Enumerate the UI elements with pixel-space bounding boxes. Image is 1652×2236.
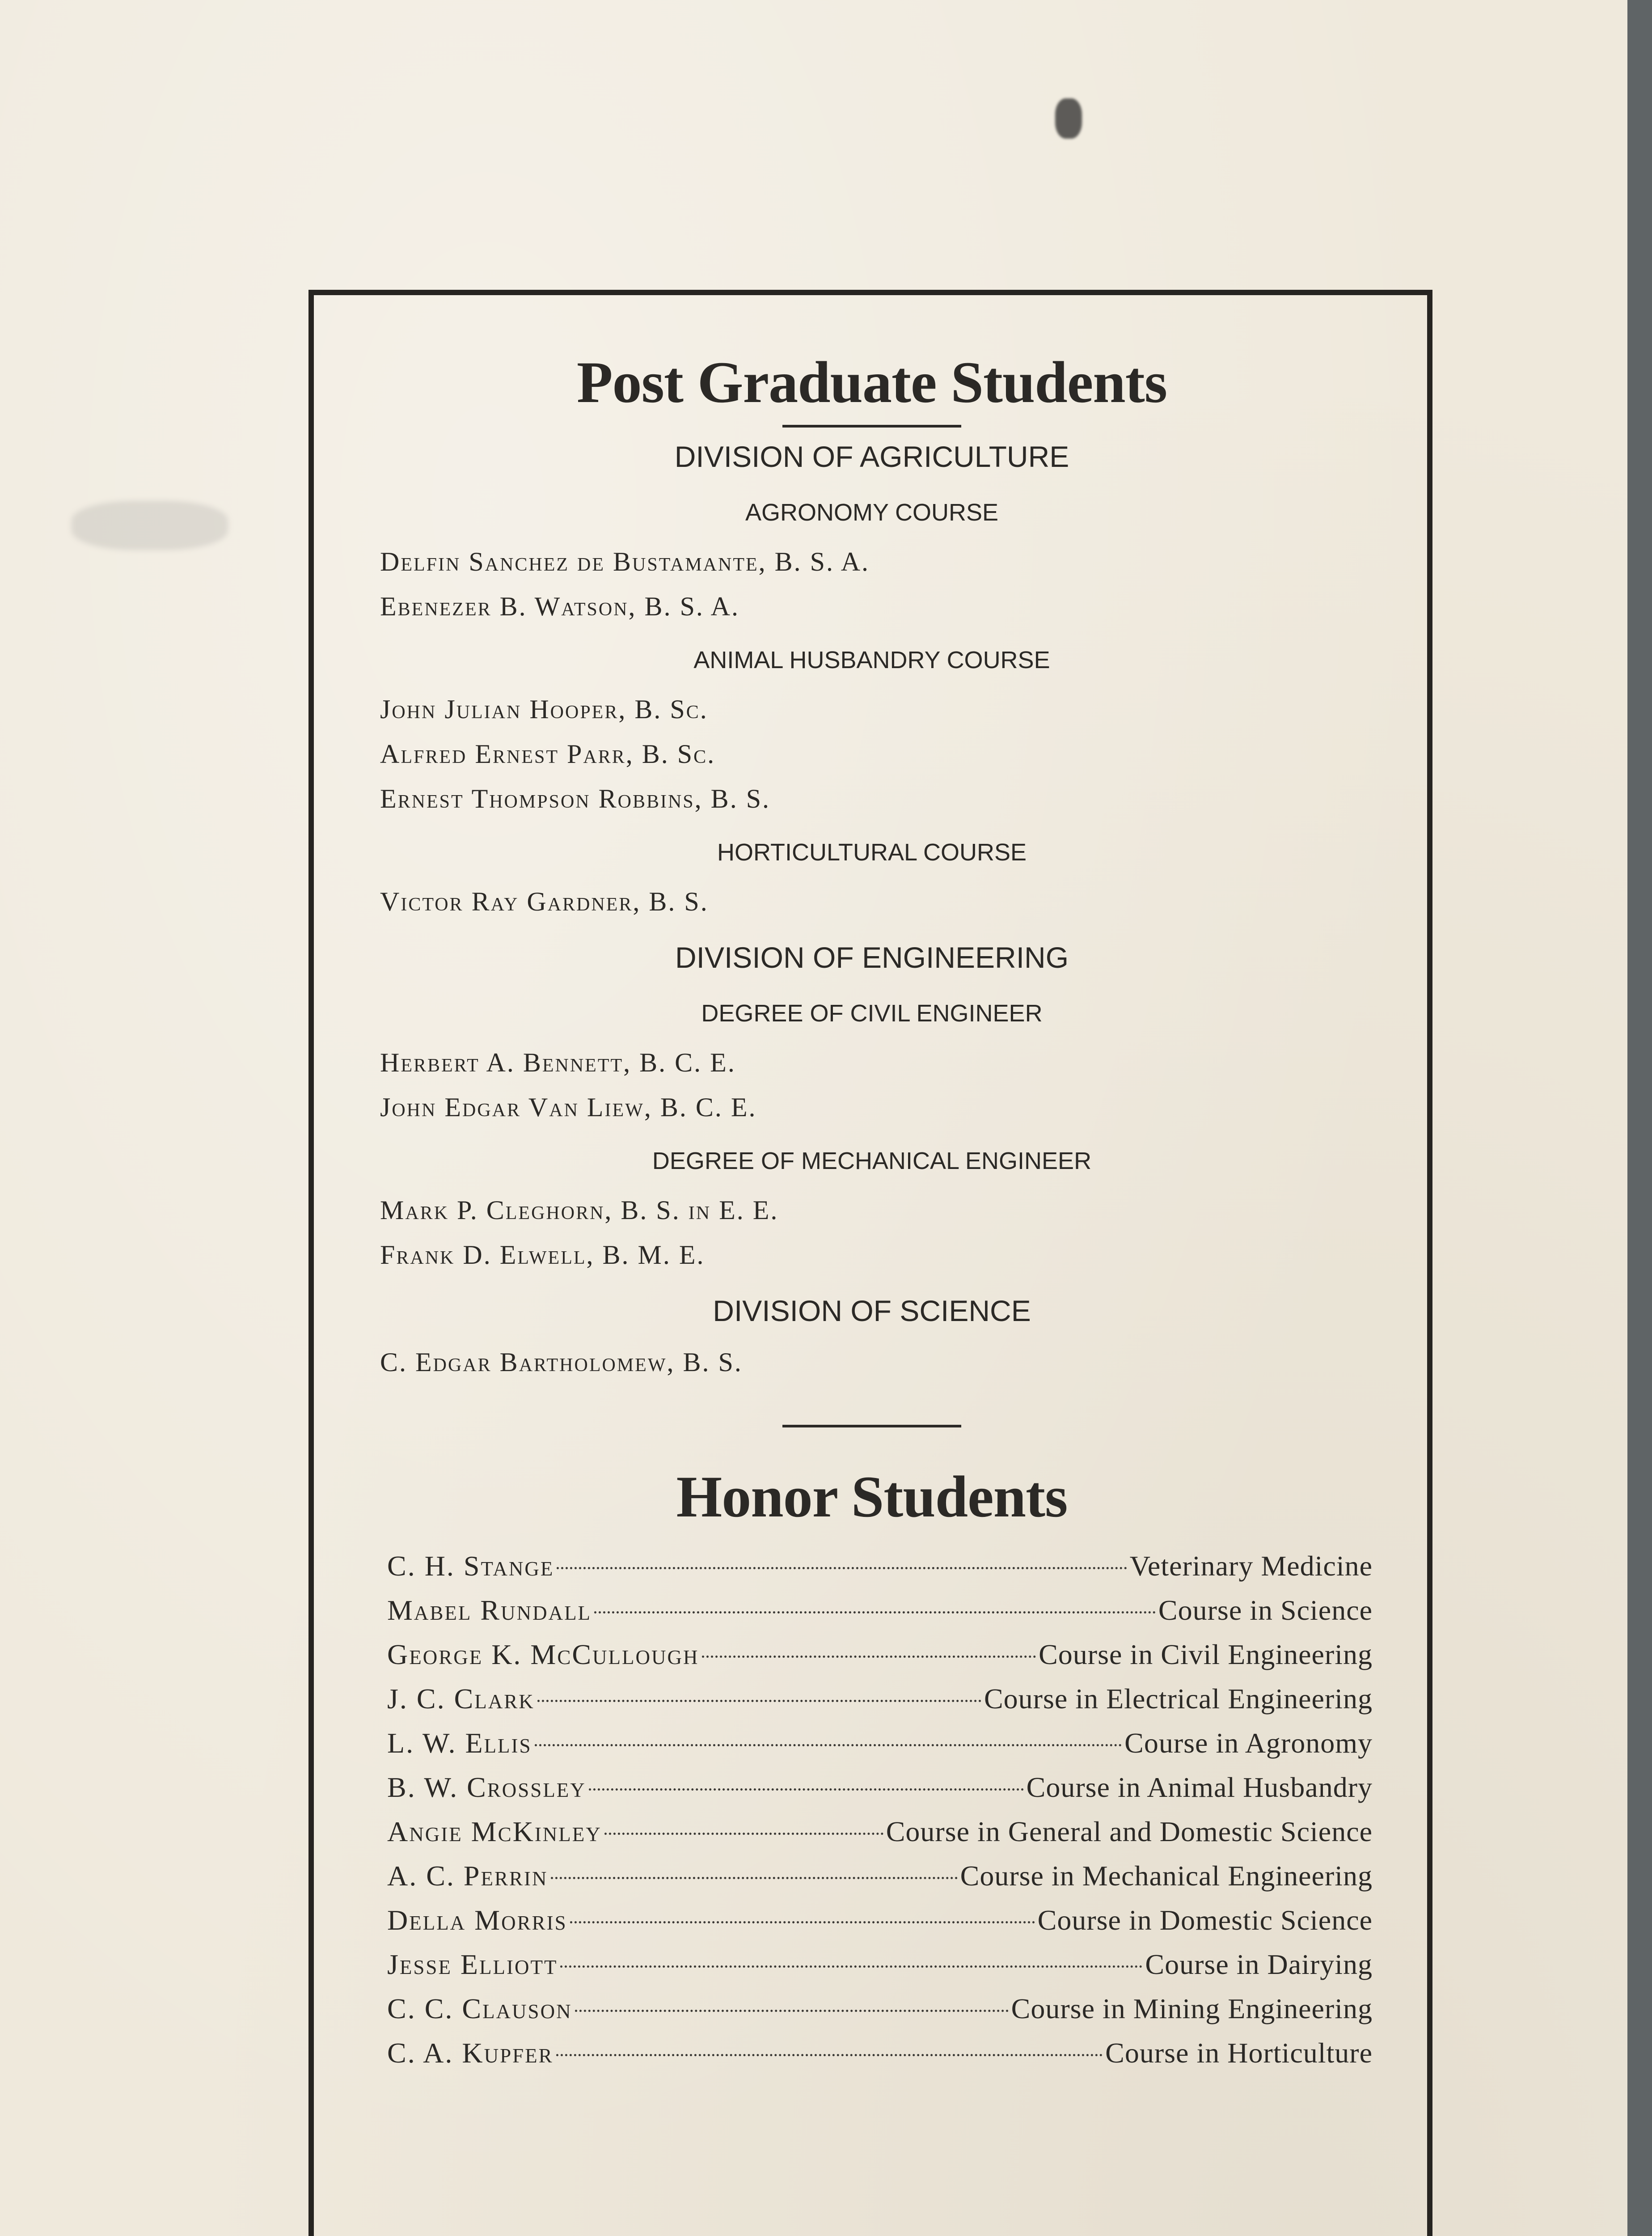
honor-student-course: Veterinary Medicine [1129,1550,1373,1582]
honor-row [371,1809,1373,1854]
student-name: Victor Ray Gardner, B. S. [380,887,709,916]
honor-student-name: A. C. Perrin [387,1860,548,1892]
animal-husbandry-course-heading: ANIMAL HUSBANDRY COURSE [693,647,1050,673]
agronomy-names [371,539,1373,629]
science-names [371,1340,1373,1385]
honor-student-name: Mabel Rundall [387,1594,592,1626]
honor-student-name: B. W. Crossley [387,1771,586,1803]
honor-student-course: Course in Mechanical Engineering [960,1860,1373,1892]
student-name: Mark P. Cleghorn, B. S. in E. E. [380,1195,779,1225]
section-spacer [371,1389,1373,1425]
dot-leader [575,2010,1009,2012]
honor-row [371,1632,1373,1677]
student-name: Ebenezer B. Watson, B. S. A. [380,592,739,621]
paper-smudge [1055,98,1082,139]
dot-leader [537,1700,981,1702]
honor-row [371,1677,1373,1721]
dot-leader [557,1567,1127,1569]
paper-smudge [72,501,228,550]
honor-students-title: Honor Students [676,1464,1068,1529]
dot-leader [702,1656,1036,1658]
honor-row [371,1765,1373,1809]
honor-student-course: Course in Horticulture [1105,2037,1373,2069]
horticultural-names [371,879,1373,924]
honor-student-course: Course in Science [1158,1594,1373,1626]
honor-row [371,1588,1373,1632]
dot-leader [594,1611,1156,1613]
honor-row [371,2031,1373,2075]
dot-leader [556,2054,1103,2056]
section-spacer [371,1427,1373,1454]
division-agriculture-heading: DIVISION OF AGRICULTURE [674,440,1069,473]
honor-row [371,1898,1373,1942]
civil-engineer-heading: DEGREE OF CIVIL ENGINEER [701,1000,1043,1027]
animal-husbandry-names [371,687,1373,821]
honor-student-name: C. A. Kupfer [387,2037,553,2069]
honor-student-name: C. C. Clauson [387,1993,572,2024]
honor-row [371,1721,1373,1765]
page-content [371,340,1373,2075]
student-name: Herbert A. Bennett, B. C. E. [380,1048,736,1077]
dot-leader [589,1788,1024,1791]
dot-leader [560,1965,1142,1968]
division-engineering-heading: DIVISION OF ENGINEERING [675,941,1069,974]
honor-row [371,1942,1373,1986]
honor-student-course: Course in Domestic Science [1037,1904,1373,1936]
honor-student-name: Angie McKinley [387,1816,602,1847]
honor-row [371,1986,1373,2031]
honor-students-list [371,1544,1373,2075]
division-science-heading: DIVISION OF SCIENCE [713,1294,1031,1327]
student-name: John Edgar Van Liew, B. C. E. [380,1093,757,1122]
civil-engineer-names [371,1040,1373,1130]
honor-student-course: Course in General and Domestic Science [886,1816,1373,1847]
mechanical-engineer-heading: DEGREE OF MECHANICAL ENGINEER [652,1148,1092,1174]
horticultural-course-heading: HORTICULTURAL COURSE [717,839,1027,866]
dot-leader [551,1877,958,1879]
honor-student-name: L. W. Ellis [387,1727,532,1759]
honor-student-name: C. H. Stange [387,1550,554,1582]
dot-leader [604,1833,883,1835]
honor-row [371,1854,1373,1898]
student-name: C. Edgar Bartholomew, B. S. [380,1347,743,1377]
student-name: Frank D. Elwell, B. M. E. [380,1240,705,1270]
honor-student-name: Della Morris [387,1904,567,1936]
post-graduate-title: Post Graduate Students [576,349,1167,415]
student-name: John Julian Hooper, B. Sc. [380,695,708,724]
student-name: Delfin Sanchez de Bustamante, B. S. A. [380,547,870,576]
mechanical-engineer-names [371,1188,1373,1277]
honor-student-name: J. C. Clark [387,1683,535,1715]
honor-student-course: Course in Dairying [1145,1948,1373,1980]
student-name: Alfred Ernest Parr, B. Sc. [380,739,716,769]
dot-leader [535,1744,1122,1746]
dot-leader [570,1921,1035,1923]
honor-student-course: Course in Animal Husbandry [1026,1771,1373,1803]
agronomy-course-heading: AGRONOMY COURSE [745,499,999,526]
honor-student-name: George K. McCullough [387,1639,699,1670]
honor-student-course: Course in Electrical Engineering [984,1683,1373,1715]
honor-student-course: Course in Agronomy [1124,1727,1373,1759]
student-name: Ernest Thompson Robbins, B. S. [380,784,771,813]
honor-row [371,1544,1373,1588]
honor-student-course: Course in Mining Engineering [1011,1993,1373,2024]
honor-student-course: Course in Civil Engineering [1039,1639,1373,1670]
honor-student-name: Jesse Elliott [387,1948,558,1980]
